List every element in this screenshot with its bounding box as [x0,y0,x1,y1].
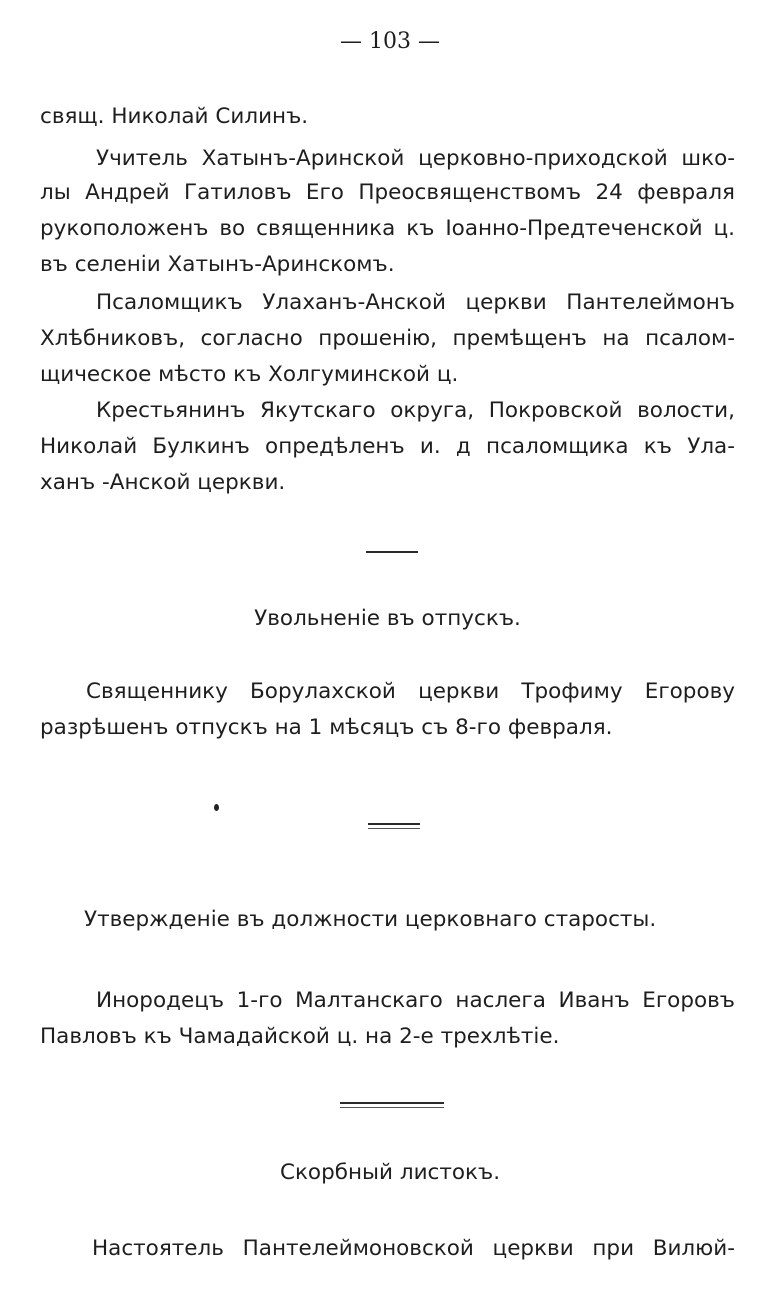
paragraph-first-line: Священнику Борулахской церкви Трофиму Егорову [86,679,735,704]
section-divider [366,551,418,553]
paragraph-first-line: Псаломщикъ Улаханъ-Анской церкви Пантелеймонъ [96,290,735,315]
text-line: рукоположенъ во священника къ Іоанно-Предтеченской ц. [40,216,735,241]
section-heading: Утвержденіе въ должности церковнаго старосты. [84,907,657,932]
section-divider [368,823,420,825]
section-heading: Увольненіе въ отпускъ. [254,606,521,631]
ink-speck [214,804,219,811]
text-line: Павловъ къ Чамадайской ц. на 2-е трехлѣтіе. [40,1024,560,1049]
text-line: свящ. Николай Силинъ. [40,104,309,129]
text-line: щическое мѣсто къ Холгуминской ц. [40,362,459,387]
section-divider [340,1102,444,1104]
paragraph-first-line: Учитель Хатынъ-Аринской церковно-приходской шко- [96,146,735,171]
page-number: — 103 — [340,29,440,54]
paragraph-first-line: Крестьянинъ Якутскаго округа, Покровской волости, [96,398,735,423]
text-line: Николай Булкинъ опредѣленъ и. д псаломщика къ Ула- [40,434,735,459]
text-line: разрѣшенъ отпускъ на 1 мѣсяцъ съ 8-го февраля. [40,715,613,740]
section-heading: Скорбный листокъ. [279,1160,501,1185]
text-line: ханъ -Анской церкви. [40,470,286,495]
text-line: въ селеніи Хатынъ-Аринскомъ. [40,252,395,277]
text-line: лы Андрей Гатиловъ Его Преосвященствомъ 24 февраля [40,180,735,205]
text-line: Хлѣбниковъ, согласно прошенію, премѣщенъ на псалом- [40,326,735,351]
paragraph-first-line: Инородецъ 1-го Малтанскаго наслега Иванъ Егоровъ [96,988,735,1013]
paragraph-first-line: Настоятель Пантелеймоновской церкви при Вилюй- [92,1236,735,1261]
